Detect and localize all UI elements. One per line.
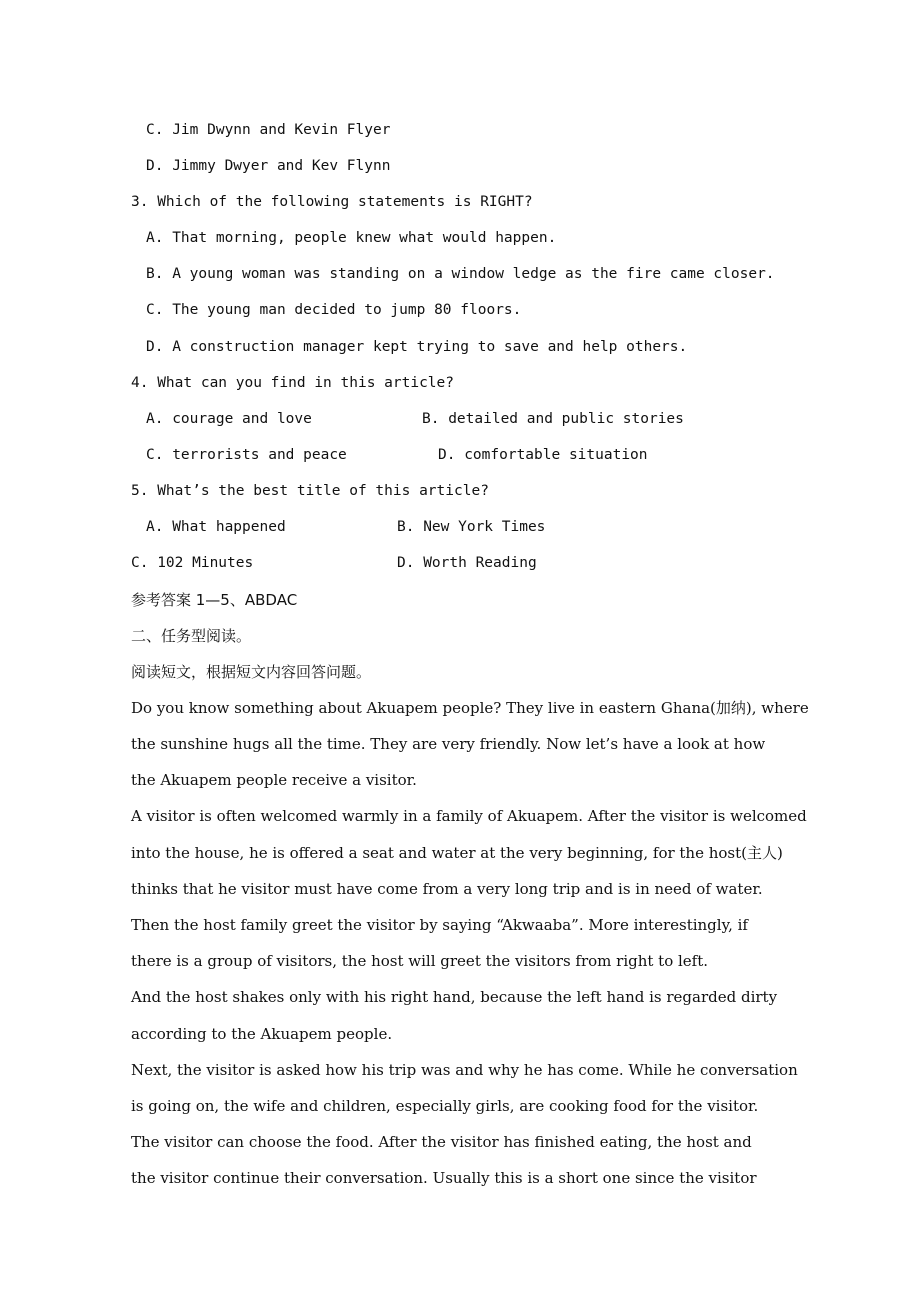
section-instruction: 阅读短文，根据短文内容回答问题。 <box>131 663 372 681</box>
q4-option-b: B. detailed and public stories <box>422 411 684 427</box>
q2-option-d: D. Jimmy Dwyer and Kev Flynn <box>146 158 391 174</box>
passage-line: the visitor continue their conversation. Usually this is a short one since the visitor <box>131 1169 757 1187</box>
q4-option-c: C. terrorists and peace <box>146 447 347 463</box>
q3-option-c: C. The young man decided to jump 80 floors. <box>146 302 522 318</box>
q2-option-c: C. Jim Dwynn and Kevin Flyer <box>146 122 391 138</box>
q4-option-d: D. comfortable situation <box>438 447 648 463</box>
passage-line: into the house, he is offered a seat and water at the very beginning, for the host(主人) <box>131 844 783 862</box>
passage-line: there is a group of visitors, the host will greet the visitors from right to left. <box>131 952 709 970</box>
q5-question: 5. What’s the best title of this article? <box>131 483 489 499</box>
passage-line: And the host shakes only with his right hand, because the left hand is regarded dirty <box>131 988 778 1006</box>
q5-option-a: A. What happened <box>146 519 286 535</box>
q4-option-a: A. courage and love <box>146 411 312 427</box>
passage-line: Then the host family greet the visitor by saying “Akwaaba”. More interestingly, if <box>131 916 748 934</box>
q3-question: 3. Which of the following statements is RIGHT? <box>131 194 533 210</box>
q4-question: 4. What can you find in this article? <box>131 375 455 391</box>
passage-line: A visitor is often welcomed warmly in a family of Akuapem. After the visitor is welcomed <box>131 807 807 825</box>
passage-line: Do you know something about Akuapem people? They live in eastern Ghana(加纳), where <box>131 699 809 717</box>
q3-option-b: B. A young woman was standing on a window ledge as the fire came closer. <box>146 266 775 282</box>
passage-line: the sunshine hugs all the time. They are very friendly. Now let’s have a look at how <box>131 735 766 753</box>
q3-option-d: D. A construction manager kept trying to save and help others. <box>146 339 688 355</box>
q5-option-d: D. Worth Reading <box>397 555 537 571</box>
q5-option-c: C. 102 Minutes <box>131 555 254 571</box>
answer-key: 参考答案 1—5、ABDAC <box>131 591 298 609</box>
passage-line: according to the Akuapem people. <box>131 1025 393 1043</box>
passage-line: Next, the visitor is asked how his trip was and why he has come. While he conversation <box>131 1061 798 1079</box>
section-heading: 二、任务型阅读。 <box>131 627 252 645</box>
passage-line: the Akuapem people receive a visitor. <box>131 771 417 789</box>
q5-option-b: B. New York Times <box>397 519 546 535</box>
passage-line: thinks that he visitor must have come from a very long trip and is in need of water. <box>131 880 763 898</box>
passage-line: The visitor can choose the food. After the visitor has finished eating, the host and <box>131 1133 752 1151</box>
q3-option-a: A. That morning, people knew what would happen. <box>146 230 557 246</box>
passage-line: is going on, the wife and children, especially girls, are cooking food for the visitor. <box>131 1097 759 1115</box>
